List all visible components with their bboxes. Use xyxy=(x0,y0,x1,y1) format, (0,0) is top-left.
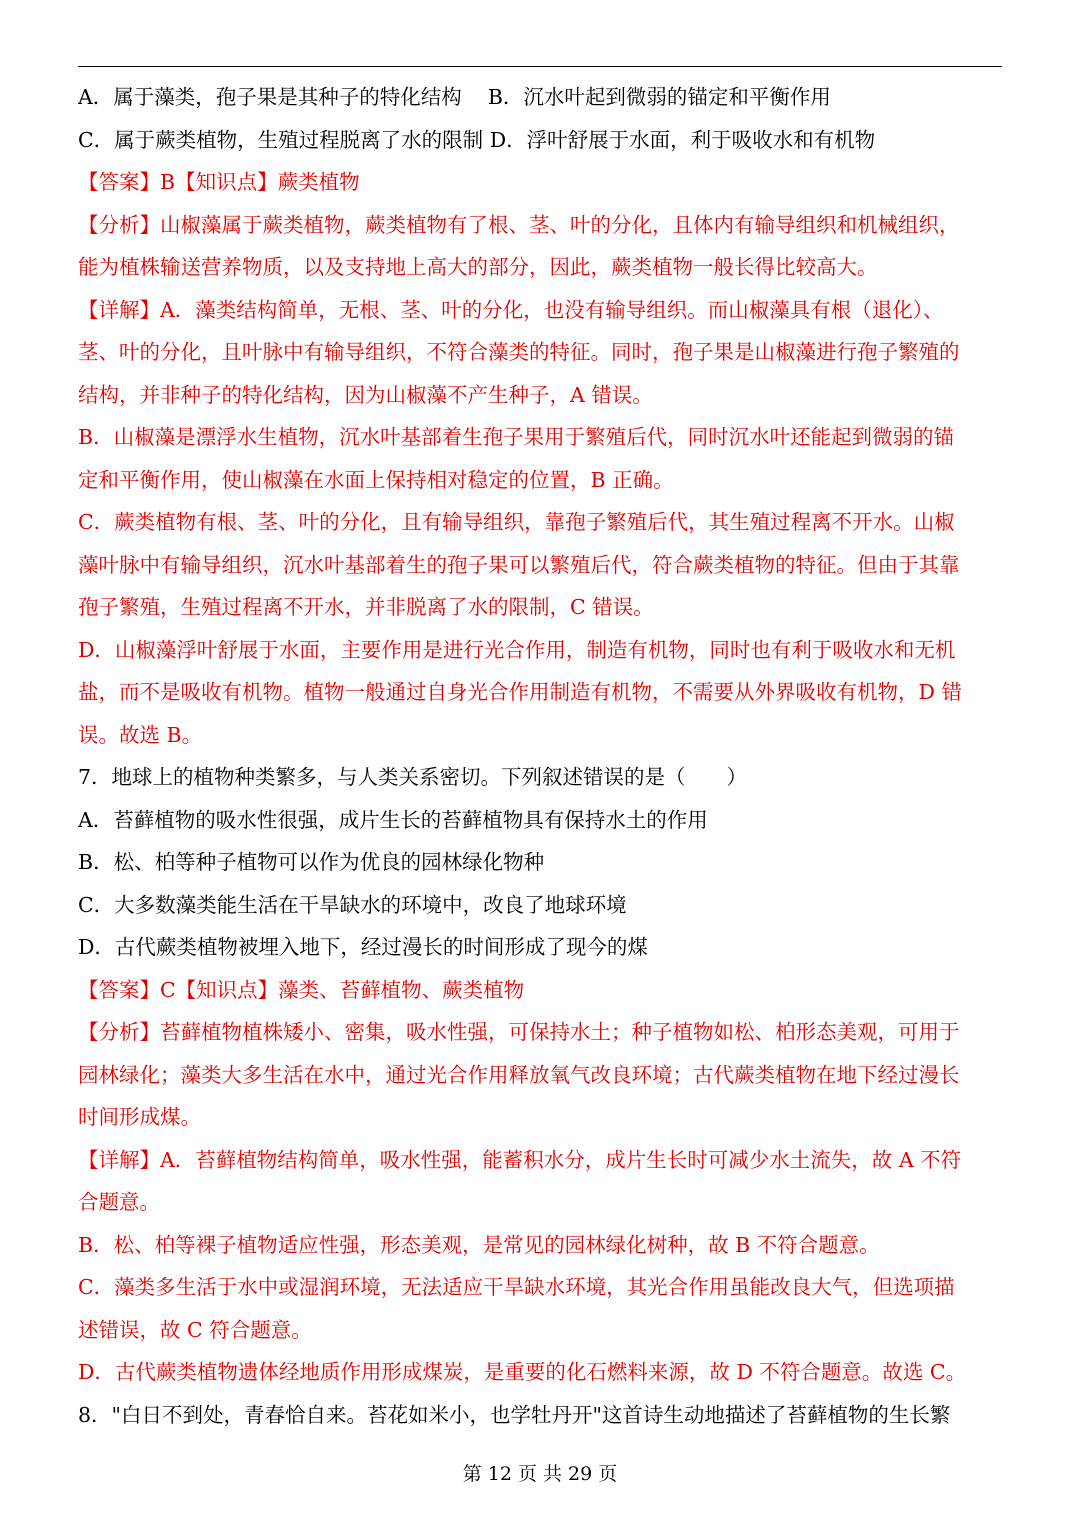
q7-option-d: D．古代蕨类植物被埋入地下，经过漫长的时间形成了现今的煤 xyxy=(78,935,648,959)
q6-detail-line: C．蕨类植物有根、茎、叶的分化，且有输导组织，靠孢子繁殖后代，其生殖过程离不开水。山椒 xyxy=(78,510,955,534)
page-number: 第 12 页 共 29 页 xyxy=(462,1463,618,1485)
q6-detail-line: 结构，并非种子的特化结构，因为山椒藻不产生种子，A 错误。 xyxy=(78,382,653,407)
q6-detail-line: B．山椒藻是漂浮水生植物，沉水叶基部着生孢子果用于繁殖后代，同时沉水叶还能起到微弱的锚 xyxy=(78,425,955,449)
q6-detail-line: 定和平衡作用，使山椒藻在水面上保持相对稳定的位置，B 正确。 xyxy=(78,467,674,492)
page-content xyxy=(78,76,1002,1436)
q7-detail-line: B．松、柏等裸子植物适应性强，形态美观，是常见的园林绿化树种，故 B 不符合题意。 xyxy=(78,1232,880,1257)
q6-detail-line: 藻叶脉中有输导组织，沉水叶基部着生的孢子果可以繁殖后代，符合蕨类植物的特征。但由于其靠 xyxy=(78,552,960,577)
q6-answer: 【答案】B【知识点】蕨类植物 xyxy=(78,170,360,194)
q7-option-b: B．松、柏等种子植物可以作为优良的园林绿化物种 xyxy=(78,850,545,874)
q6-option-c: C．属于蕨类植物，生殖过程脱离了水的限制 xyxy=(78,127,484,152)
q6-analysis-line: 能为植株输送营养物质，以及支持地上高大的部分，因此，蕨类植物一般长得比较高大。 xyxy=(78,255,878,279)
q7-analysis-line: 【分析】苔藓植物植株矮小、密集，吸水性强，可保持水土；种子植物如松、柏形态美观，可用于 xyxy=(78,1020,960,1044)
q6-detail-line: 误。故选 B。 xyxy=(78,722,203,747)
page-footer xyxy=(0,1460,1080,1488)
q7-detail-line: 合题意。 xyxy=(78,1190,160,1214)
q7-option-c: C．大多数藻类能生活在干旱缺水的环境中，改良了地球环境 xyxy=(78,892,627,917)
q7-detail-line: 述错误，故 C 符合题意。 xyxy=(78,1317,312,1342)
q6-options-row-2 xyxy=(78,119,1002,162)
q7-answer: 【答案】C【知识点】藻类、苔藓植物、蕨类植物 xyxy=(78,977,525,1002)
q6-analysis-line: 【分析】山椒藻属于蕨类植物，蕨类植物有了根、茎、叶的分化，且体内有输导组织和机械组织， xyxy=(78,212,960,237)
q6-options-row-1 xyxy=(78,76,1002,119)
q6-option-d: D．浮叶舒展于水面，利于吸收水和有机物 xyxy=(489,127,876,152)
q6-option-a: A．属于藻类，孢子果是其种子的特化结构 xyxy=(78,85,462,109)
header-rule xyxy=(78,66,1002,67)
q6-detail-line: 【详解】A．藻类结构简单，无根、茎、叶的分化，也没有输导组织。而山椒藻具有根（退化）、 xyxy=(78,297,944,322)
q7-option-a: A．苔藓植物的吸水性很强，成片生长的苔藓植物具有保持水土的作用 xyxy=(78,807,708,832)
q6-detail-line: D．山椒藻浮叶舒展于水面，主要作用是进行光合作用，制造有机物，同时也有利于吸收水和无机 xyxy=(78,637,956,662)
q6-detail-line: 茎、叶的分化，且叶脉中有输导组织，不符合藻类的特征。同时，孢子果是山椒藻进行孢子繁殖的 xyxy=(78,340,960,364)
q7-detail-line: 【详解】A．苔藓植物结构简单，吸水性强，能蓄积水分，成片生长时可减少水土流失，故 A 不符 xyxy=(78,1147,962,1172)
q7-detail-line: C．藻类多生活于水中或湿润环境，无法适应干旱缺水环境，其光合作用虽能改良大气，但选项描 xyxy=(78,1275,955,1299)
q6-detail-line: 盐，而不是吸收有机物。植物一般通过自身光合作用制造有机物，不需要从外界吸收有机物，D 错 xyxy=(78,680,962,704)
q7-analysis-line: 时间形成煤。 xyxy=(78,1105,201,1129)
q6-detail-line: 孢子繁殖，生殖过程离不开水，并非脱离了水的限制，C 错误。 xyxy=(78,595,654,619)
q7-analysis-line: 园林绿化；藻类大多生活在水中，通过光合作用释放氧气改良环境；古代蕨类植物在地下经过漫长 xyxy=(78,1062,960,1087)
q7-stem: 7．地球上的植物种类繁多，与人类关系密切。下列叙述错误的是（ ） xyxy=(78,765,748,789)
q7-detail-line: D．古代蕨类植物遗体经地质作用形成煤炭，是重要的化石燃料来源，故 D 不符合题意。故选 C。 xyxy=(78,1360,967,1384)
q8-stem: 8．"白日不到处，青春恰自来。苔花如米小，也学牡丹开"这首诗生动地描述了苔藓植物的生长繁 xyxy=(78,1402,951,1427)
q6-option-b: B．沉水叶起到微弱的锚定和平衡作用 xyxy=(487,85,831,109)
